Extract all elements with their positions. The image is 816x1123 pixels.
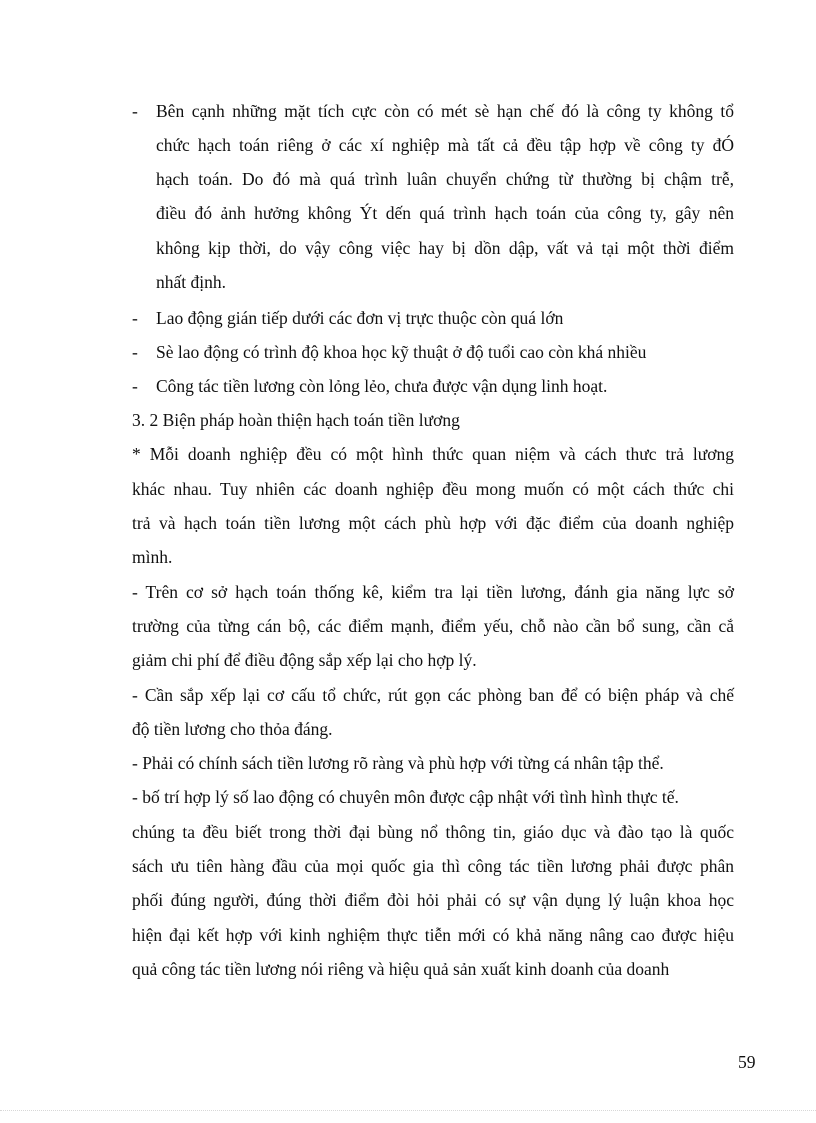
paragraph-6-line-1: chúng ta đều biết trong thời đại bùng nổ thông tin, giáo dục và đào tạo là quốc (132, 822, 734, 842)
paragraph-2-line-2: trường của từng cán bộ, các điểm mạnh, điểm yếu, chỗ nào cần bổ sung, cần cắ (132, 616, 734, 636)
paragraph-1-line-1: * Mỗi doanh nghiệp đều có một hình thức quan niệm và cách thưc trả lương (132, 444, 734, 464)
paragraph-6-line-2: sách ưu tiên hàng đầu của mọi quốc gia thì công tác tiền lương phải được phân (132, 856, 734, 876)
paragraph-6-line-4: hiện đại kết hợp với kinh nghiệm thực tiễn mới có khả năng nâng cao được hiệu (132, 925, 734, 945)
paragraph-3-line-1: - Cần sắp xếp lại cơ cấu tổ chức, rút gọn các phòng ban để có biện pháp và chế (132, 685, 734, 705)
bullet-4-line-1: Công tác tiền lương còn lỏng lẻo, chưa được vận dụng linh hoạt. (156, 376, 608, 396)
bullet-3-line-1: Sè lao động có trình độ khoa học kỹ thuật ở độ tuổi cao còn khá nhiều (156, 342, 647, 362)
paragraph-4-line-1: - Phải có chính sách tiền lương rõ ràng và phù hợp với từng cá nhân tập thể. (132, 753, 664, 773)
bullet-1-line-6: nhất định. (156, 272, 226, 292)
bullet-dash: - (132, 376, 138, 396)
bullet-1-line-3: hạch toán. Do đó mà quá trình luân chuyển chứng từ thường bị chậm trễ, (156, 169, 734, 189)
bullet-1-line-2: chức hạch toán riêng ở các xí nghiệp mà tất cả đều tập hợp về công ty đÓ (156, 135, 734, 155)
bullet-1-line-4: điều đó ảnh hưởng không Ýt dến quá trình hạch toán của công ty, gây nên (156, 203, 734, 223)
bullet-1-line-5: không kịp thời, do vậy công việc hay bị dồn dập, vất vả tại một thời điểm (156, 238, 734, 258)
paragraph-3-line-2: độ tiền lương cho thỏa đáng. (132, 719, 333, 739)
bullet-1-line-1: Bên cạnh những mặt tích cực còn có mét sè hạn chế đó là công ty không tổ (156, 101, 734, 121)
paragraph-6-line-5: quả công tác tiền lương nói riêng và hiệu quả sản xuất kinh doanh của doanh (132, 959, 670, 979)
bullet-2-line-1: Lao động gián tiếp dưới các đơn vị trực thuộc còn quá lớn (156, 308, 564, 328)
bullet-dash: - (132, 308, 138, 328)
bullet-dash: - (132, 101, 138, 121)
section-heading: 3. 2 Biện pháp hoàn thiện hạch toán tiền lương (132, 410, 460, 430)
bullet-dash: - (132, 342, 138, 362)
paragraph-5-line-1: - bố trí hợp lý số lao động có chuyên môn được cập nhật với tình hình thực tế. (132, 787, 679, 807)
paragraph-6-line-3: phối đúng người, đúng thời điểm đòi hỏi phải có sự vận dụng lý luận khoa học (132, 890, 734, 910)
paragraph-2-line-1: - Trên cơ sở hạch toán thống kê, kiểm tra lại tiền lương, đánh gia năng lực sở (132, 582, 734, 602)
paragraph-1-line-2: khác nhau. Tuy nhiên các doanh nghiệp đều mong muốn có một cách thức chi (132, 479, 734, 499)
paragraph-2-line-3: giảm chi phí để điều động sắp xếp lại cho hợp lý. (132, 650, 477, 670)
paragraph-1-line-3: trả và hạch toán tiền lương một cách phù hợp với đặc điểm của doanh nghiệp (132, 513, 734, 533)
page-number: 59 (738, 1052, 756, 1072)
page-bottom-divider (0, 1110, 816, 1111)
paragraph-1-line-4: mình. (132, 547, 173, 567)
